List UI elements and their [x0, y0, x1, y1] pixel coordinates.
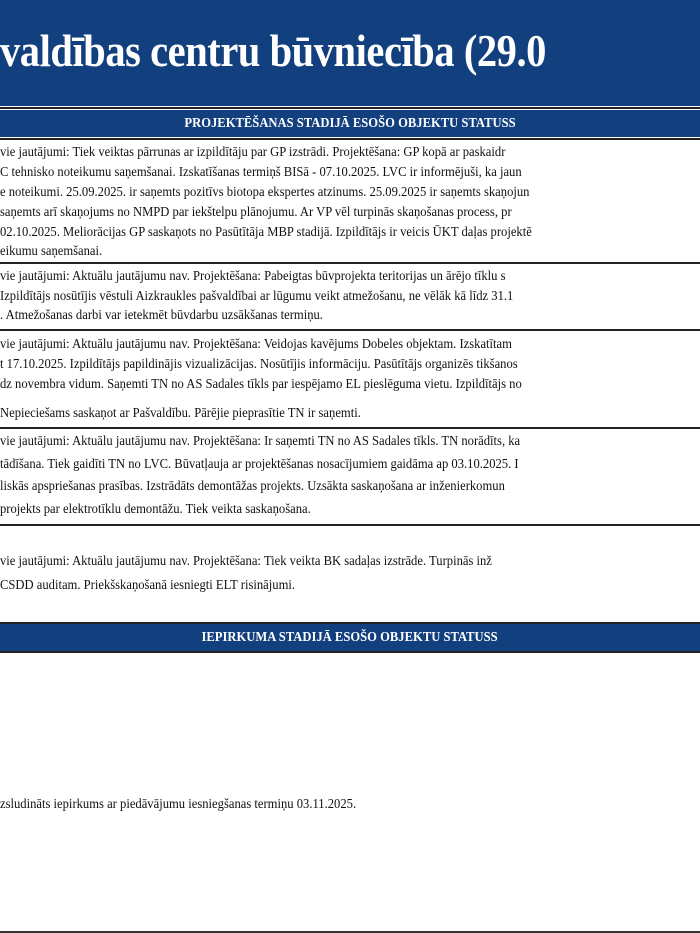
- divider: [0, 107, 700, 109]
- block-line: . Atmežošanas darbi var ietekmēt būvdarbu uzsākšanas termiņu.: [0, 308, 323, 323]
- section-header-procurement: [0, 624, 700, 651]
- block-line: projekts par elektrotīklu demontāžu. Tiek veikta saskaņošana.: [0, 502, 311, 517]
- divider: [0, 651, 700, 653]
- divider: [0, 427, 700, 429]
- block-line: liskās apspriešanas prasības. Izstrādāts demontāžas projekts. Uzsākta saskaņošana ar inženierkomun: [0, 479, 505, 494]
- block-line: vie jautājumi: Tiek veiktas pārrunas ar izpildītāju par GP izstrādi. Projektēšana: GP kopā ar paskaidr: [0, 145, 506, 160]
- block-line: C tehnisko noteikumu saņemšanai. Izskatīšanas termiņš BISā - 07.10.2025. LVC ir informējuši, ka jaun: [0, 165, 522, 180]
- block-line: Nepieciešams saskaņot ar Pašvaldību. Pārējie pieprasītie TN ir saņemti.: [0, 406, 361, 421]
- divider: [0, 262, 700, 264]
- block-line: vie jautājumi: Aktuālu jautājumu nav. Projektēšana: Pabeigtas būvprojekta teritorijas un ārējo tīklu s: [0, 269, 506, 284]
- page-title: valdības centru būvniecība (29.0: [0, 25, 546, 76]
- block-line: zsludināts iepirkums ar piedāvājumu iesniegšanas termiņu 03.11.2025.: [0, 797, 357, 812]
- block-line: vie jautājumi: Aktuālu jautājumu nav. Projektēšana: Ir saņemti TN no AS Sadales tīkls. TN norādīts, ka: [0, 434, 521, 449]
- section-title: PROJEKTĒŠANAS STADIJĀ ESOŠO OBJEKTU STATUSS: [184, 116, 516, 131]
- block-line: tādīšana. Tiek gaidīti TN no LVC. Būvatļauja ar projektēšanas nosacījumiem gaidāma ap 03.10.2025. I: [0, 457, 519, 472]
- block-line: CSDD auditam. Priekšskaņošanā iesniegti ELT risinājumi.: [0, 578, 296, 593]
- block-line: vie jautājumi: Aktuālu jautājumu nav. Projektēšana: Tiek veikta BK sadaļas izstrāde. Turpinās inž: [0, 554, 492, 569]
- title-bar: [0, 0, 700, 106]
- block-line: saņemts arī skaņojums no NMPD par iekštelpu plānojumu. Ar VP vēl turpinās skaņošanas process, pr: [0, 205, 512, 220]
- block-line: vie jautājumi: Aktuālu jautājumu nav. Projektēšana: Veidojas kavējums Dobeles objektam. Izskatītam: [0, 337, 512, 352]
- divider: [0, 524, 700, 526]
- section-title: IEPIRKUMA STADIJĀ ESOŠO OBJEKTU STATUSS: [201, 630, 499, 645]
- block-line: dz novembra vidum. Saņemti TN no AS Sadales tīkls par iespējamo EL pieslēguma vietu. Izpildītājs no: [0, 377, 522, 392]
- divider: [0, 329, 700, 331]
- block-line: t 17.10.2025. Izpildītājs papildinājis vizualizācijas. Nosūtījis informāciju. Pasūtītājs organizēs tikšanos: [0, 357, 518, 372]
- section-header-design: [0, 110, 700, 137]
- divider: [0, 931, 700, 933]
- block-line: 02.10.2025. Meliorācijas GP saskaņots no Pasūtītāja MBP stadijā. Izpildītājs ir veicis ŪKT daļas projektē: [0, 225, 532, 240]
- block-line: e noteikumi. 25.09.2025. ir saņemts pozitīvs biotopa ekspertes atzinums. 25.09.2025 ir saņemts skaņojun: [0, 185, 530, 200]
- block-line: eikumu saņemšanai.: [0, 244, 103, 259]
- divider: [0, 138, 700, 140]
- block-line: Izpildītājs nosūtījis vēstuli Aizkraukles pašvaldībai ar lūgumu veikt atmežošanu, ne vēlāk kā līdz 31.1: [0, 289, 514, 304]
